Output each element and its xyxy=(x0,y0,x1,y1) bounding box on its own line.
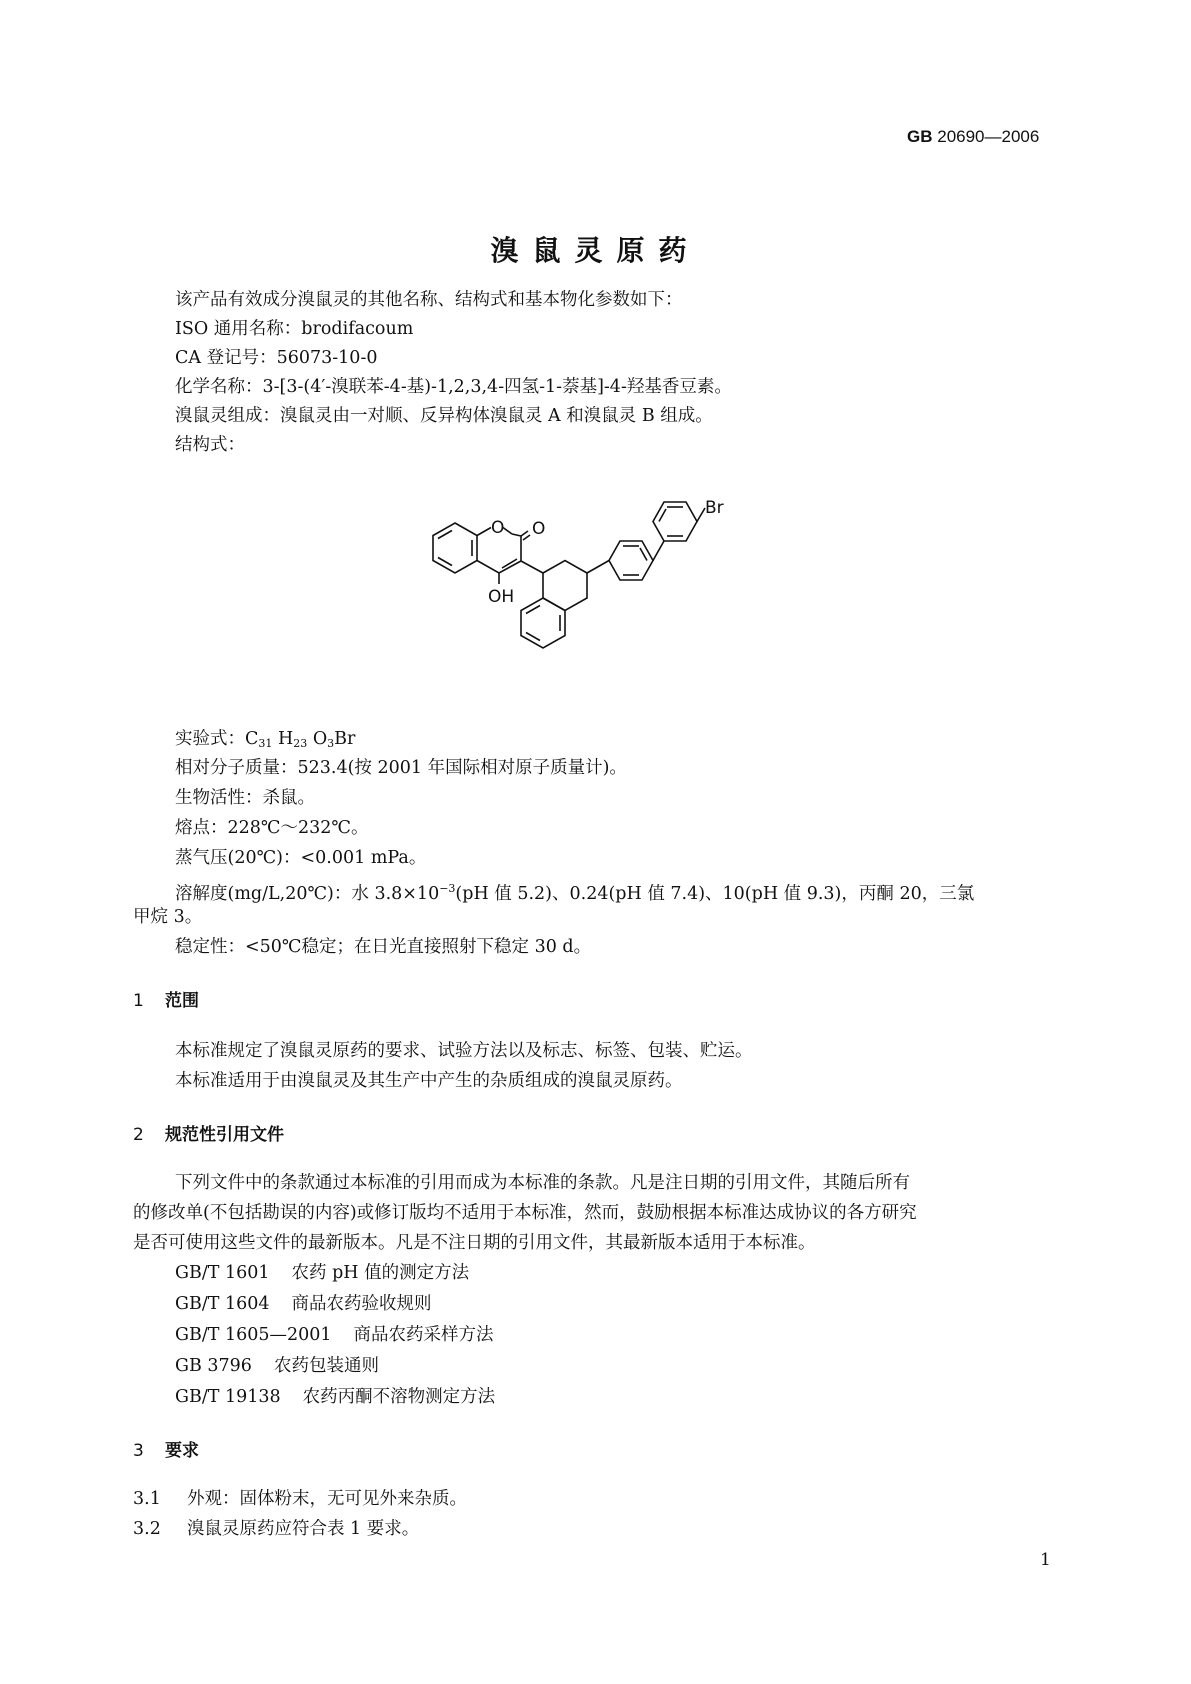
ca-registry-number: CA 登记号：56073-10-0 xyxy=(175,348,378,368)
reference-code: GB/T 1601 xyxy=(175,1263,270,1283)
solubility-continued: 甲烷 3。 xyxy=(133,907,203,927)
page-title: 溴鼠灵原药 xyxy=(490,234,701,267)
references-paragraph-line-3: 是否可使用这些文件的最新版本。凡是不注日期的引用文件，其最新版本适用于本标准。 xyxy=(133,1233,816,1253)
tetralin-benzene-ring xyxy=(521,598,565,648)
solubility: 溶解度(mg/L,20℃)：水 $3.8\times 10^{-3}(pH$ 值 5.2)、0.24(pH 值 7.4)、10(pH 值 9.3)，丙酮 20，三氯 xyxy=(175,882,975,904)
reference-code: GB/T 19138 xyxy=(175,1387,281,1407)
tetralin-ring xyxy=(543,561,587,611)
melting-point: 熔点：228℃～232℃。 xyxy=(175,818,369,838)
reference-title: 商品农药验收规则 xyxy=(291,1294,432,1314)
empirical-formula: 实验式：$C_{31}$ $H_{23}$ $O_3Br$ xyxy=(175,729,356,750)
section-1-heading: 1 范围 xyxy=(133,991,199,1011)
reference-code: GB/T 1605—2001 xyxy=(175,1325,332,1345)
reference-title: 商品农药采样方法 xyxy=(353,1325,494,1345)
coumarin-benzene-ring xyxy=(433,523,477,573)
scope-paragraph-2: 本标准适用于由溴鼠灵及其生产中产生的杂质组成的溴鼠灵原药。 xyxy=(175,1071,683,1091)
reference-title: 农药 pH 值的测定方法 xyxy=(291,1263,470,1283)
vapor-pressure: 蒸气压(20℃)：<0.001 mPa。 xyxy=(175,848,427,868)
standard-prefix: GB xyxy=(907,127,933,146)
standard-code: 20690—2006 xyxy=(937,127,1040,146)
bromine-label: Br xyxy=(705,500,724,518)
molecular-mass: 相对分子质量：523.4(按 2001 年国际相对原子质量计)。 xyxy=(175,758,627,778)
references-paragraph-line-2: 的修改单(不包括勘误的内容)或修订版均不适用于本标准，然而，鼓励根据本标准达成协议的各方研究 xyxy=(133,1203,917,1223)
reference-item xyxy=(175,1289,432,1320)
reference-title: 农药包装通则 xyxy=(273,1356,379,1376)
reference-item xyxy=(175,1320,494,1351)
section-3-heading: 3 要求 xyxy=(133,1441,199,1461)
structure-label: 结构式： xyxy=(175,435,245,455)
section-2-heading: 2 规范性引用文件 xyxy=(133,1125,284,1145)
clause-3-1: 3.1 外观：固体粉末，无可见外来杂质。 xyxy=(133,1489,467,1509)
structural-formula xyxy=(400,500,800,700)
scope-paragraph-1: 本标准规定了溴鼠灵原药的要求、试验方法以及标志、标签、包装、贮运。 xyxy=(175,1041,753,1061)
reference-item xyxy=(175,1351,379,1382)
iso-common-name: ISO 通用名称：brodifacoum xyxy=(175,319,414,339)
ring-oxygen-label: O xyxy=(491,518,505,538)
hydroxyl-label: OH xyxy=(488,587,515,607)
page-number: 1 xyxy=(1040,1550,1051,1570)
reference-item xyxy=(175,1258,469,1289)
clause-3-2: 3.2 溴鼠灵原药应符合表 1 要求。 xyxy=(133,1519,420,1539)
biological-activity: 生物活性：杀鼠。 xyxy=(175,788,315,808)
references-paragraph-line-1: 下列文件中的条款通过本标准的引用而成为本标准的条款。凡是注日期的引用文件，其随后所有 xyxy=(175,1173,910,1193)
reference-item xyxy=(175,1382,495,1413)
composition: 溴鼠灵组成：溴鼠灵由一对顺、反异构体溴鼠灵 A 和溴鼠灵 B 组成。 xyxy=(175,406,713,426)
reference-code: GB/T 1604 xyxy=(175,1294,270,1314)
carbonyl-oxygen-label: O xyxy=(532,519,546,539)
intro-text: 该产品有效成分溴鼠灵的其他名称、结构式和基本物化参数如下： xyxy=(175,290,683,310)
chemical-name: 化学名称：3-[3-(4′-溴联苯-4-基)-1,2,3,4-四氢-1-萘基]-4-羟基香豆素。 xyxy=(175,377,732,397)
pyranone-ring xyxy=(477,528,491,536)
reference-title: 农药丙酮不溶物测定方法 xyxy=(302,1387,496,1407)
reference-code: GB 3796 xyxy=(175,1356,252,1376)
standard-number xyxy=(907,127,1039,147)
stability: 稳定性：<50℃稳定；在日光直接照射下稳定 30 d。 xyxy=(175,937,592,957)
